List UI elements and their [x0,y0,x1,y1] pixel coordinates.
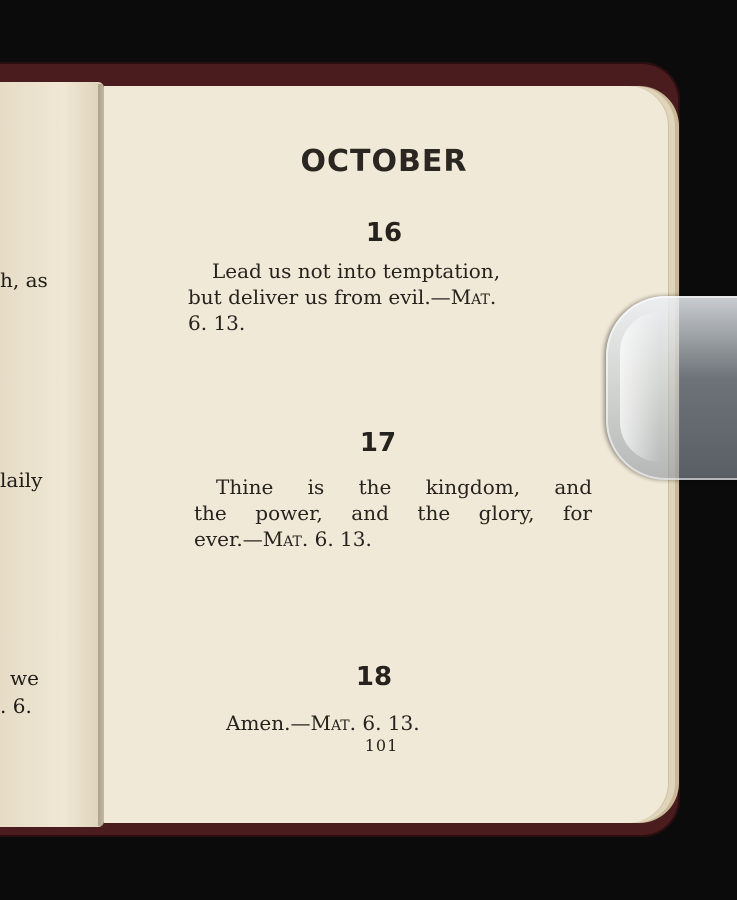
left-page-fragment: . 6. [0,694,32,718]
verse-reference-number: 6. 13. [356,711,420,735]
page-number: 101 [364,736,399,755]
left-page [0,82,104,827]
verse-reference-number: 6. 13. [308,527,372,551]
verse-line: 6. 13. [188,311,246,335]
verse-reference: Mat. [450,285,497,309]
verse-line [194,526,372,552]
left-page-fragment: we [10,666,39,690]
clip-highlight [620,312,660,462]
verse-text: but deliver us from evil.— [188,285,451,309]
verse-text: Amen.— [226,711,311,735]
right-page [104,86,669,823]
left-page-fragment: h, as [0,268,48,292]
verse-line: Lead us not into temptation, [212,259,501,283]
day-number: 18 [355,662,393,692]
verse-reference: Mat. [262,527,309,551]
verse-line: the power, and the glory, for [194,501,592,525]
verse-text: ever.— [194,527,263,551]
left-page-fragment: laily [0,468,43,492]
day-number: 17 [359,428,397,458]
day-number: 16 [365,218,403,248]
verse-line: Thine is the kingdom, and [216,475,592,499]
verse-line [188,284,588,310]
verse-line [226,710,420,736]
verse-reference: Mat. [310,711,357,735]
page-title: OCTOBER [300,144,468,179]
